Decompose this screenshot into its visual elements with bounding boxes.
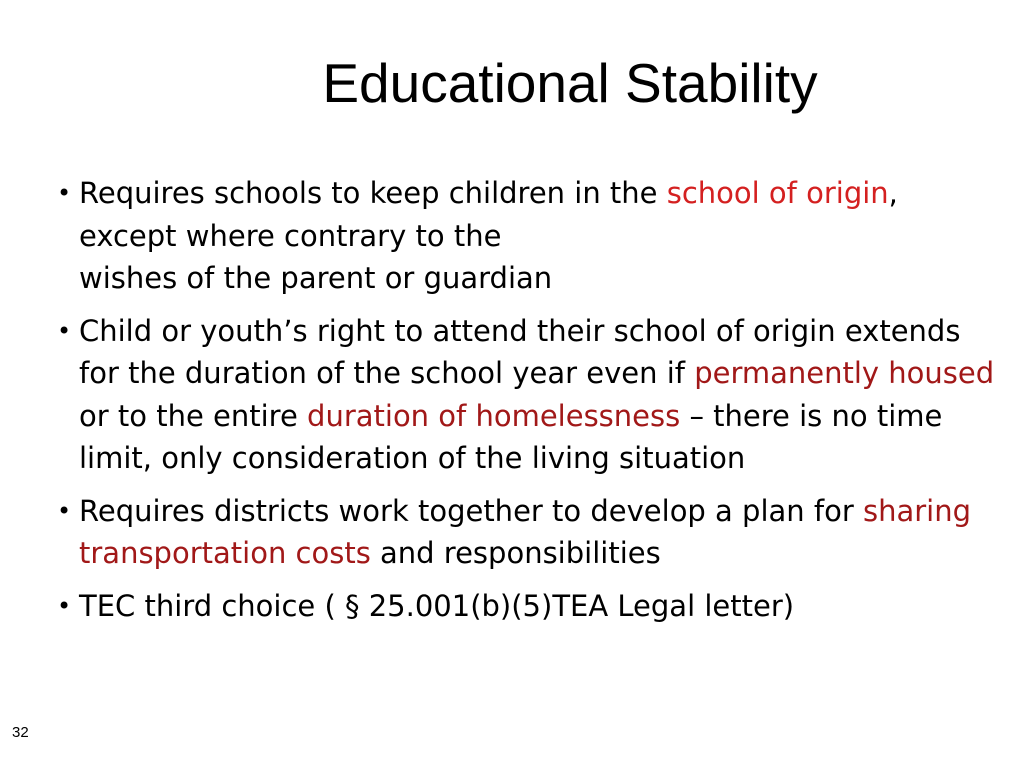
bullet-marker: • (57, 496, 72, 525)
bullet-item-tec-third-choice (56, 585, 996, 628)
bullet-marker: • (57, 591, 72, 620)
section-symbol: § (345, 588, 360, 623)
highlight-permanently-housed: permanently housed (694, 356, 995, 390)
bullet-item-school-of-origin (56, 172, 996, 300)
highlight-school-of-origin: school of origin (666, 176, 889, 210)
bullet-marker: • (57, 179, 72, 207)
bullet-marker: • (57, 316, 72, 345)
bullet-text: Child or youth’s right to attend their school of origin extends for the duration of the school year even if (79, 313, 961, 390)
bullet-text: Requires schools to keep children in the (79, 176, 667, 210)
highlight-sharing-transportation-costs: sharing transportation costs (79, 493, 972, 570)
bullet-text: TEC third choice ( (79, 588, 346, 623)
bullet-text: and responsibilities (370, 536, 661, 570)
slide-title: Educational Stability (322, 52, 818, 114)
page-number: 32 (12, 724, 29, 741)
highlight-duration-of-homelessness: duration of homelessness (307, 398, 681, 433)
bullet-text: 25.001(b)(5)TEA Legal letter) (359, 588, 795, 623)
bullet-item-right-to-attend (56, 310, 996, 480)
bullet-item-transportation (56, 490, 996, 575)
bullet-text: wishes of the parent or guardian (79, 261, 553, 295)
bullet-text: or to the entire (79, 398, 308, 433)
bullet-text: , except where contrary to the (79, 176, 898, 253)
bullet-text: Requires districts work together to develop a plan for (79, 493, 863, 528)
bullet-list (56, 172, 996, 637)
bullet-text: – there is no time limit, only consideration of the living situation (79, 398, 943, 475)
